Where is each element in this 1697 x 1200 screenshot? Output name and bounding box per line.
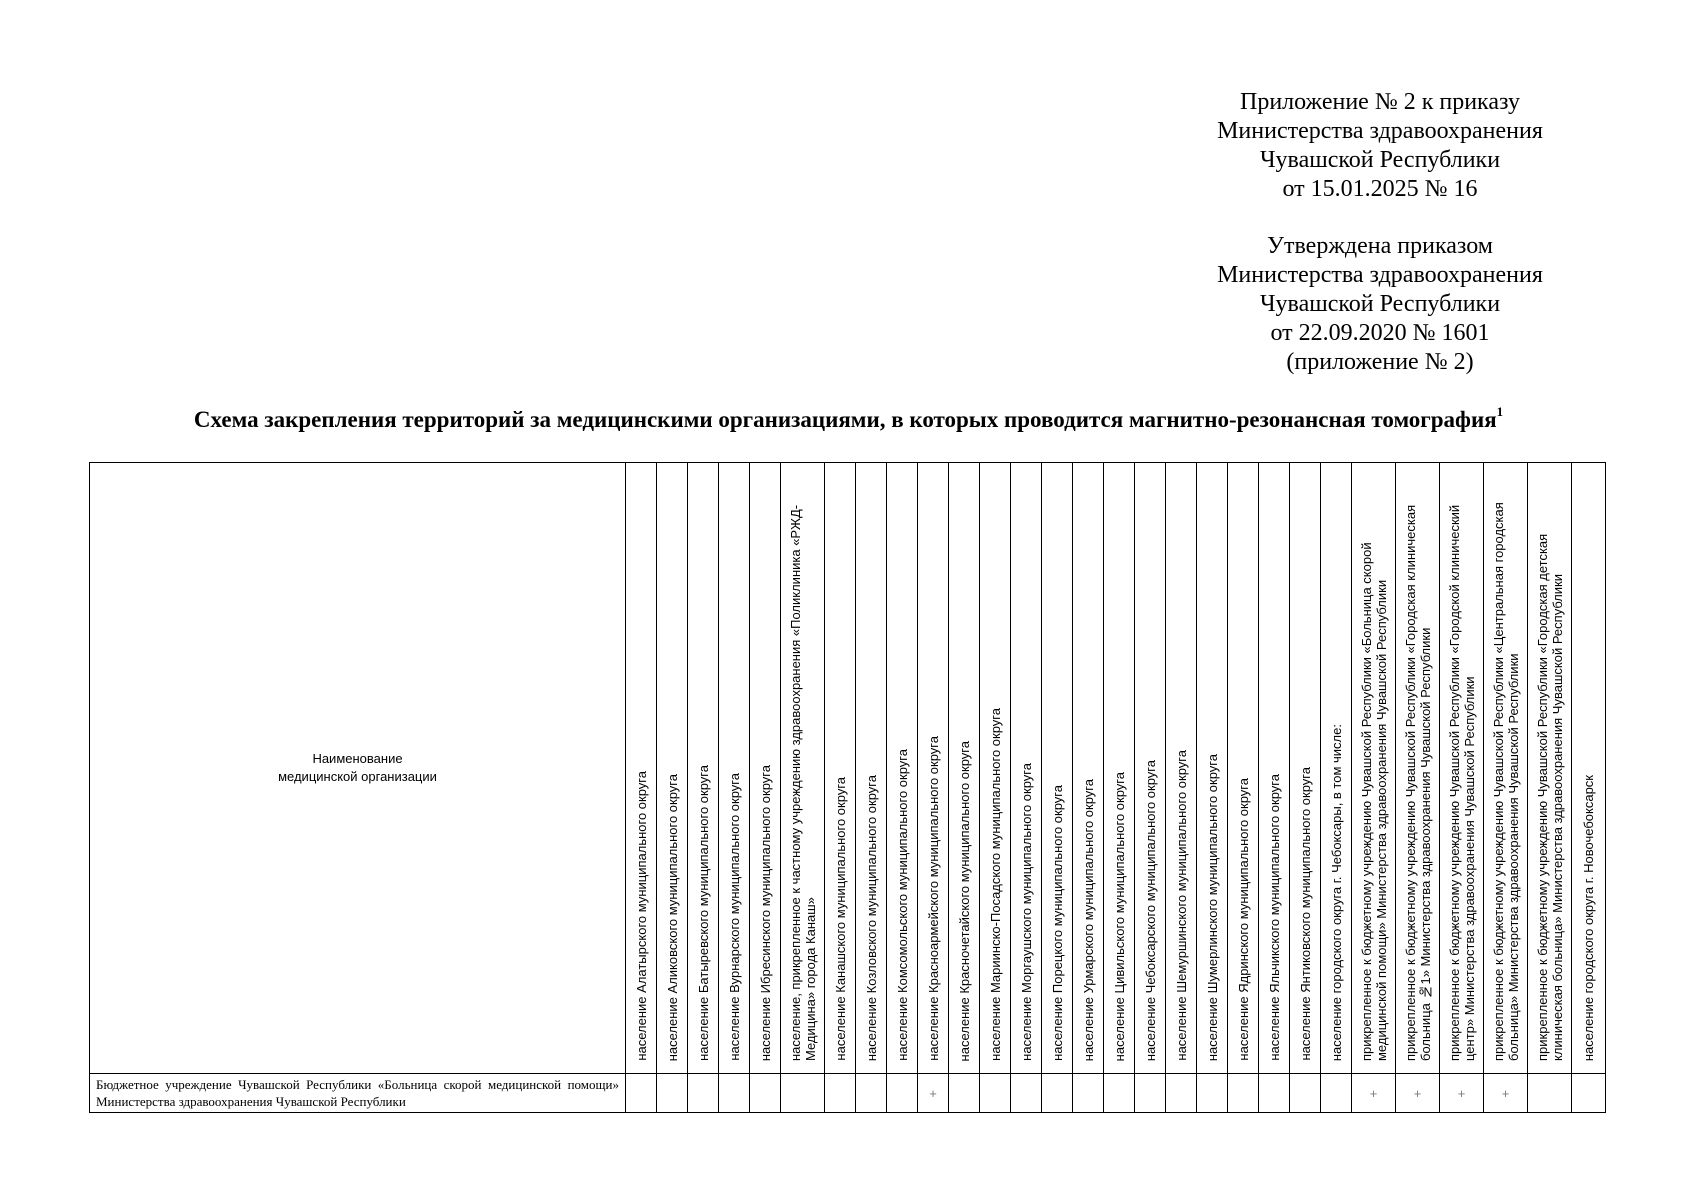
column-header-label: население Яльчикского муниципального округа	[1266, 774, 1282, 1061]
column-header-label: прикрепленное к бюджетному учреждению Чувашской Республики «Больница скорой медицинской помощи» Министерства здравоохранения Чувашской Республики	[1358, 542, 1389, 1061]
table-header-row	[90, 463, 1606, 1074]
column-header-cell	[781, 465, 824, 1073]
column-header-label: население Ядринского муниципального округа	[1235, 778, 1251, 1061]
assignment-mark-cell	[1042, 1074, 1073, 1113]
assignment-mark-cell	[1572, 1074, 1606, 1113]
column-header-cell	[1290, 465, 1320, 1073]
column-header-cell	[825, 465, 855, 1073]
assignment-mark-cell: +	[1396, 1074, 1440, 1113]
column-header-cell	[1321, 465, 1351, 1073]
assignment-mark-cell	[688, 1074, 719, 1113]
column-header-label: население Красноармейского муниципального округа	[925, 736, 941, 1061]
column-header	[750, 463, 781, 1074]
column-header	[1135, 463, 1166, 1074]
column-header	[980, 463, 1011, 1074]
column-header-label: население Вурнарского муниципального округа	[726, 773, 742, 1061]
assignment-mark-cell	[1104, 1074, 1135, 1113]
document-title	[0, 404, 1697, 433]
column-header	[887, 463, 918, 1074]
approval-line: (приложение № 2)	[1286, 349, 1474, 375]
scheme-table	[89, 462, 1606, 1113]
column-header	[1197, 463, 1228, 1074]
column-header-label: население Красночетайского муниципального округа	[956, 740, 972, 1061]
column-header	[949, 463, 980, 1074]
column-header-label: прикрепленное к бюджетному учреждению Чувашской Республики «Городская клиническая больница №1» Министерства здравоохранения Чувашской Республики	[1402, 504, 1433, 1061]
column-header-cell	[980, 465, 1010, 1073]
column-header-label: население Аликовского муниципального округа	[664, 773, 680, 1061]
assignment-mark-cell: +	[1484, 1074, 1528, 1113]
column-header-cell	[750, 465, 780, 1073]
column-header-cell	[1228, 465, 1258, 1073]
column-header	[626, 463, 657, 1074]
column-header-cell	[688, 465, 718, 1073]
org-name-header-line2: медицинской организации	[278, 769, 437, 784]
column-header-label: население Мариинско-Посадского муниципального округа	[987, 708, 1003, 1061]
column-header	[688, 463, 719, 1074]
assignment-mark-cell: +	[918, 1074, 949, 1113]
approval-note	[1170, 232, 1590, 377]
assignment-mark-cell	[1166, 1074, 1197, 1113]
column-header-cell	[1104, 465, 1134, 1073]
column-header-cell	[856, 465, 886, 1073]
column-header	[1042, 463, 1073, 1074]
assignment-mark-cell	[719, 1074, 750, 1113]
column-header-cell	[887, 465, 917, 1073]
column-header-label: население Моргаушского муниципального округа	[1018, 763, 1034, 1061]
assignment-mark-cell	[1321, 1074, 1352, 1113]
column-header-cell	[1572, 465, 1605, 1073]
assignment-mark-cell	[825, 1074, 856, 1113]
column-header	[657, 463, 688, 1074]
assignment-mark-cell	[1011, 1074, 1042, 1113]
assignment-mark-cell	[750, 1074, 781, 1113]
column-header-cell	[949, 465, 979, 1073]
column-header-label: население Янтиковского муниципального округа	[1297, 767, 1313, 1061]
appendix-line: Министерства здравоохранения	[1217, 118, 1543, 144]
assignment-mark-cell	[1197, 1074, 1228, 1113]
column-header-cell	[1073, 465, 1103, 1073]
column-header-label: население Канашского муниципального округа	[832, 777, 848, 1061]
column-header-label: население Козловского муниципального округа	[863, 774, 879, 1061]
column-header	[1166, 463, 1197, 1074]
assignment-mark-cell	[1135, 1074, 1166, 1113]
assignment-mark-cell	[980, 1074, 1011, 1113]
assignment-mark-cell	[781, 1074, 825, 1113]
column-header	[1352, 463, 1396, 1074]
column-header	[825, 463, 856, 1074]
title-footnote-mark: 1	[1496, 404, 1504, 419]
appendix-line: Приложение № 2 к приказу	[1240, 89, 1520, 115]
column-header	[1228, 463, 1259, 1074]
column-header-label: население городского округа г. Новочебоксарск	[1581, 774, 1596, 1061]
org-name-header	[90, 463, 626, 1074]
column-header-cell	[1011, 465, 1041, 1073]
assignment-mark-cell	[626, 1074, 657, 1113]
assignment-mark-cell: +	[1440, 1074, 1484, 1113]
appendix-note	[1170, 88, 1590, 204]
assignment-mark-cell	[657, 1074, 688, 1113]
column-header-label: население городского округа г. Чебоксары, в том числе:	[1328, 723, 1344, 1061]
column-header-cell	[1396, 465, 1439, 1073]
column-header-cell	[1528, 465, 1571, 1073]
column-header	[1073, 463, 1104, 1074]
appendix-line: от 15.01.2025 № 16	[1282, 176, 1478, 202]
column-header-label: прикрепленное к бюджетному учреждению Чувашской Республики «Городской клинический центр» Министерства здравоохранения Чувашской Республики	[1446, 504, 1477, 1061]
approval-line: от 22.09.2020 № 1601	[1270, 320, 1490, 346]
column-header-label: население Комсомольского муниципального округа	[894, 749, 910, 1061]
column-header	[1011, 463, 1042, 1074]
column-header	[918, 463, 949, 1074]
column-header-cell	[1440, 465, 1483, 1073]
column-header-cell	[1352, 465, 1395, 1073]
column-header-cell	[1259, 465, 1289, 1073]
column-header-label: население Батыревского муниципального округа	[695, 765, 711, 1061]
column-header-cell	[1042, 465, 1072, 1073]
column-header-label: население Порецкого муниципального округа	[1049, 785, 1065, 1061]
column-header	[1321, 463, 1352, 1074]
column-header	[1528, 463, 1572, 1074]
column-header	[1484, 463, 1528, 1074]
approval-line: Министерства здравоохранения	[1217, 262, 1543, 288]
column-header	[719, 463, 750, 1074]
column-header	[1104, 463, 1135, 1074]
column-header	[781, 463, 825, 1074]
appendix-line: Чувашской Республики	[1259, 147, 1501, 173]
column-header-label: население Урмарского муниципального округа	[1080, 778, 1096, 1061]
assignment-mark-cell	[856, 1074, 887, 1113]
column-header	[1259, 463, 1290, 1074]
org-name-header-line1: Наименование	[312, 751, 403, 766]
table-row	[90, 1074, 1606, 1113]
column-header-cell	[626, 465, 656, 1073]
column-header	[856, 463, 887, 1074]
document-title-text: Схема закрепления территорий за медицинскими организациями, в которых проводится магнитно-резонансная томография	[193, 407, 1497, 432]
assignment-mark-cell	[1528, 1074, 1572, 1113]
column-header	[1572, 463, 1606, 1074]
org-name-cell: Бюджетное учреждение Чувашской Республики «Больница скорой медицинской помощи» Министерства здравоохранения Чувашской Республики	[90, 1074, 626, 1113]
assignment-mark-cell: +	[1352, 1074, 1396, 1113]
approval-line: Чувашской Республики	[1259, 291, 1501, 317]
assignment-mark-cell	[949, 1074, 980, 1113]
column-header-cell	[1166, 465, 1196, 1073]
assignment-mark-cell	[887, 1074, 918, 1113]
column-header-cell	[657, 465, 687, 1073]
column-header-label: население Шемуршинского муниципального округа	[1173, 750, 1189, 1061]
column-header	[1396, 463, 1440, 1074]
column-header-cell	[719, 465, 749, 1073]
approval-line: Утверждена приказом	[1267, 233, 1493, 259]
column-header-label: прикрепленное к бюджетному учреждению Чувашской Республики «Городская детская клиническая больница» Министерства здравоохранения Чувашской Республики	[1534, 533, 1565, 1061]
column-header-label: население Чебоксарского муниципального округа	[1142, 759, 1158, 1061]
column-header-cell	[1135, 465, 1165, 1073]
assignment-mark-cell	[1259, 1074, 1290, 1113]
column-header-cell	[1484, 465, 1527, 1073]
column-header-label: население Ибресинского муниципального округа	[757, 764, 773, 1061]
column-header-label: население Алатырского муниципального округа	[633, 771, 649, 1061]
column-header	[1290, 463, 1321, 1074]
column-header-label: население Цивильского муниципального округа	[1111, 771, 1127, 1061]
column-header-cell	[918, 465, 948, 1073]
column-header-cell	[1197, 465, 1227, 1073]
column-header	[1440, 463, 1484, 1074]
assignment-mark-cell	[1290, 1074, 1321, 1113]
assignment-mark-cell	[1228, 1074, 1259, 1113]
column-header-label: население, прикрепленное к частному учреждению здравоохранения «Поликлиника «РЖД-Медицина» города Канаш»	[787, 504, 818, 1061]
column-header-label: население Шумерлинского муниципального округа	[1204, 753, 1220, 1061]
assignment-mark-cell	[1073, 1074, 1104, 1113]
column-header-label: прикрепленное к бюджетному учреждению Чувашской Республики «Центральная городская больница» Министерства здравоохранения Чувашской Республики	[1490, 502, 1521, 1061]
